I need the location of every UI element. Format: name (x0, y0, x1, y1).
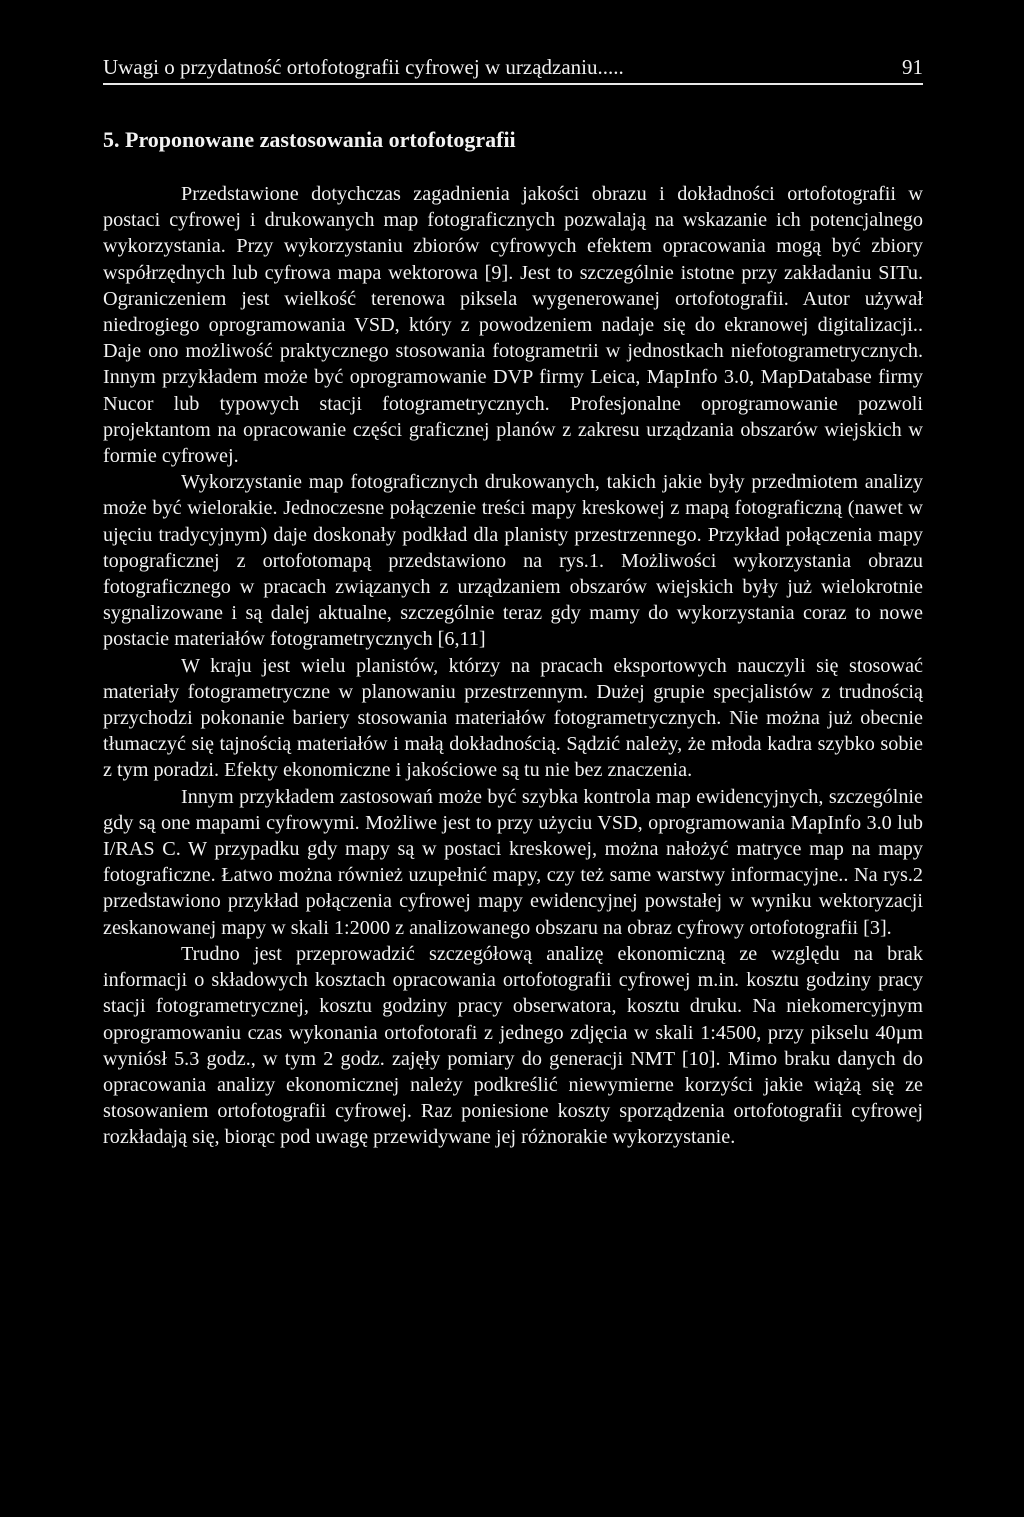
header-rule (103, 83, 923, 85)
paragraph-1: Przedstawione dotychczas zagadnienia jakości obrazu i dokładności ortofotografii w postaci cyfrowej i drukowanych map fotograficznych pozwalają na wskazanie ich potencjalnego wykorzystania. Przy wykorzystaniu zbiorów cyfrowych efektem opracowania mogą być zbiory współrzędnych lub cyfrowa mapa wektorowa [9]. Jest to szczególnie istotne przy zakładaniu SITu. Ograniczeniem jest wielkość terenowa piksela wygenerowanej ortofotografii. Autor używał niedrogiego oprogramowania VSD, który z powodzeniem nadaje się do ekranowej digitalizacji.. Daje ono możliwość praktycznego stosowania fotogrametrii w jednostkach niefotogrametrycznych. Innym przykładem może być oprogramowanie DVP firmy Leica, MapInfo 3.0, MapDatabase firmy Nucor lub typowych stacji fotogrametrycznych. Profesjonalne oprogramowanie pozwoli projektantom na opracowanie części graficznej planów z zakresu urządzania obszarów wiejskich w formie cyfrowej. (103, 183, 923, 468)
paragraph-2: Wykorzystanie map fotograficznych drukowanych, takich jakie były przedmiotem analizy może być wielorakie. Jednoczesne połączenie treści mapy kreskowej z mapą fotograficzną (nawet w ujęciu tradycyjnym) daje doskonały podkład dla planisty przestrzennego. Przykład połączenia mapy topograficznej z ortofotomapą przedstawiono na rys.1. Możliwości wykorzystania obrazu fotograficznego w pracach związanych z urządzaniem obszarów wiejskich były już wielokrotnie sygnalizowane i są dalej aktualne, szczególnie teraz gdy mamy do wykorzystania coraz to nowe postacie materiałów fotogrametrycznych [6,11] (103, 471, 923, 651)
paragraph-3: W kraju jest wielu planistów, którzy na pracach eksportowych nauczyli się stosować materiały fotogrametryczne w planowaniu przestrzennym. Dużej grupie specjalistów z trudnością przychodzi pokonanie bariery stosowania materiałów fotogrametrycznych. Nie można już obecnie tłumaczyć się tajnością materiałów i małą dokładnością. Sądzić należy, że młoda kadra szybko sobie z tym poradzi. Efekty ekonomiczne i jakościowe są tu nie bez znaczenia. (103, 654, 923, 782)
page-number: 91 (902, 55, 923, 79)
paragraph-5: Trudno jest przeprowadzić szczegółową analizę ekonomiczną ze względu na brak informacji o składowych kosztach opracowania ortofotografii cyfrowej m.in. kosztu godziny pracy stacji fotogrametrycznej, kosztu godziny pracy obserwatora, kosztu druku. Na niekomercyjnym oprogramowaniu czas wykonania ortofotorafi z jednego zdjęcia w skali 1:4500, przy pikselu 40µm wyniósł 5.3 godz., w tym 2 godz. zajęły pomiary do generacji NMT [10]. Mimo braku danych do opracowania analizy ekonomicznej należy podkreślić niewymierne korzyści jakie wiążą się ze stosowaniem ortofotografii cyfrowej. Raz poniesione koszty sporządzenia ortofotografii cyfrowej rozkładają się, biorąc pod uwagę przewidywane jej różnorakie wykorzystanie. (103, 942, 923, 1149)
paragraph-4: Innym przykładem zastosowań może być szybka kontrola map ewidencyjnych, szczególnie gdy są one mapami cyfrowymi. Możliwe jest to przy użyciu VSD, oprogramowania MapInfo 3.0 lub I/RAS C. W przypadku gdy mapy są w postaci kreskowej, można nałożyć matryce map na mapy fotograficzne. Łatwo można również uzupełnić mapy, czy też same warstwy informacyjne.. Na rys.2 przedstawiono przykład połączenia cyfrowej mapy ewidencyjnej powstałej w wyniku wektoryzacji zeskanowanej mapy w skali 1:2000 z analizowanego obszaru na obraz cyfrowy ortofotografii [3]. (103, 785, 923, 939)
running-header (103, 54, 923, 80)
section-heading: 5. Proponowane zastosowania ortofotografii (103, 127, 516, 152)
running-title: Uwagi o przydatność ortofotografii cyfrowej w urządzaniu..... (103, 55, 624, 79)
body-text (103, 181, 923, 1151)
